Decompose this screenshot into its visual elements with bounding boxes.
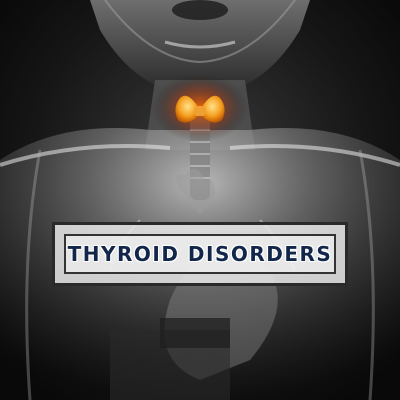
title-banner [52, 222, 348, 286]
nose-shadow [172, 0, 228, 20]
title-text: THYROID DISORDERS [67, 242, 333, 266]
title-banner-inner [64, 234, 336, 274]
